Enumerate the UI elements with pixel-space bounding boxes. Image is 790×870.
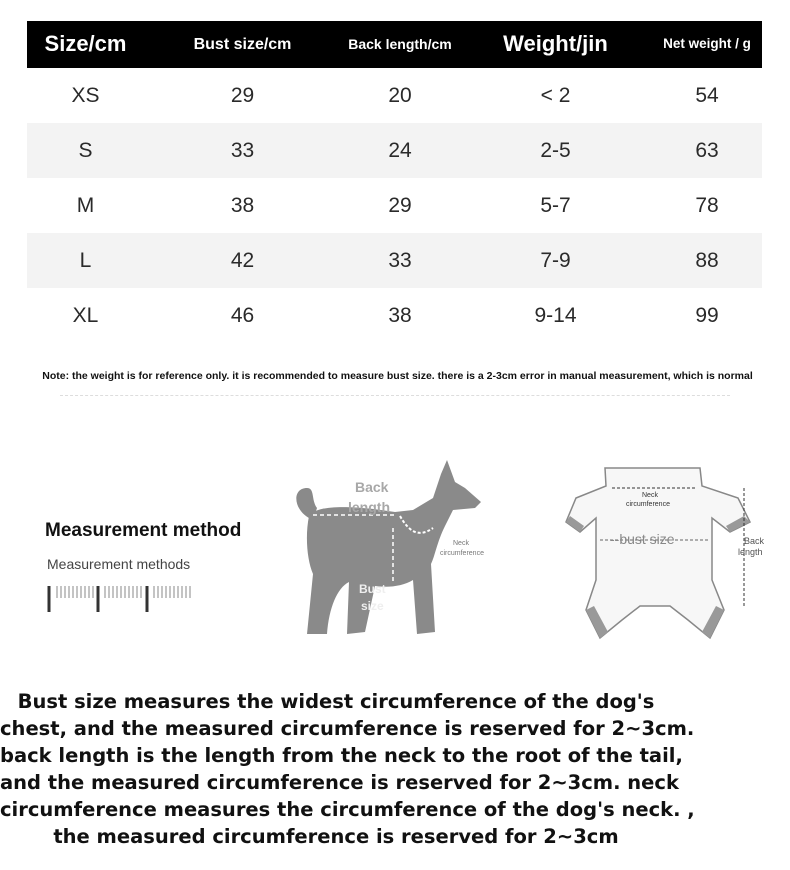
measurement-subtitle: Measurement methods — [47, 556, 191, 572]
cell-back: 20 — [388, 83, 412, 107]
dog-diagram — [285, 452, 500, 642]
cell-net: 54 — [695, 83, 719, 107]
dog-label-back-line1: Back — [355, 479, 389, 495]
description-line: the measured circumference is reserved for 2~3cm — [53, 825, 619, 848]
shirt-label-back-line2: length — [738, 547, 763, 557]
cell-bust: 46 — [230, 303, 255, 327]
header-bust: Bust size/cm — [193, 35, 292, 53]
cell-size: L — [79, 248, 92, 272]
dog-label-bust-line2: size — [361, 599, 384, 613]
table-row — [27, 233, 762, 288]
table-row — [27, 68, 762, 123]
dog-label-back-line2: length — [348, 499, 390, 515]
shirt-label-back-line1: Back — [744, 536, 765, 546]
cell-size: S — [78, 138, 93, 162]
divider — [60, 395, 730, 398]
header-net-weight — [652, 21, 762, 68]
cell-back: 24 — [388, 138, 412, 162]
table-row — [27, 288, 762, 343]
header-size: Size/cm — [44, 31, 127, 57]
header-net-weight-label: Net weight / g — [663, 36, 751, 52]
ruler-icon — [45, 582, 195, 614]
cell-bust: 38 — [230, 193, 255, 217]
dog-body — [307, 460, 481, 634]
cell-net: 63 — [695, 138, 719, 162]
cell-net: 78 — [695, 193, 719, 217]
cell-size: XL — [72, 303, 99, 327]
dog-label-neck-line2: circumference — [440, 550, 484, 557]
dog-label-neck-line1: Neck — [453, 540, 469, 547]
table-header — [27, 21, 762, 68]
cell-size: M — [76, 193, 95, 217]
shirt-diagram — [560, 460, 775, 645]
description — [0, 688, 695, 850]
cell-bust: 33 — [230, 138, 255, 162]
cell-net: 99 — [695, 303, 719, 327]
description-line: and the measured circumference is reserved for 2~3cm. neck — [0, 771, 679, 794]
cell-weight: 9-14 — [534, 303, 577, 327]
description-line: chest, and the measured circumference is reserved for 2~3cm. — [0, 717, 695, 740]
cell-bust: 42 — [230, 248, 255, 272]
header-weight: Weight/jin — [503, 31, 608, 57]
measurement-title: Measurement method — [45, 520, 242, 541]
cell-bust: 29 — [230, 83, 255, 107]
header-back: Back length/cm — [348, 35, 452, 52]
description-line: Bust size measures the widest circumference of the dog's — [17, 690, 655, 713]
cell-size: XS — [71, 83, 100, 107]
cell-net: 88 — [695, 248, 719, 272]
cell-weight: < 2 — [540, 83, 571, 107]
note-text: Note: the weight is for reference only. it is recommended to measure bust size. there is a 2-3cm error in manual measurement, which is normal — [42, 370, 753, 382]
cell-weight: 2-5 — [540, 138, 571, 162]
size-table — [27, 21, 762, 343]
description-line: circumference measures the circumference of the dog's neck. , — [0, 798, 695, 821]
cell-weight: 5-7 — [540, 193, 571, 217]
table-row — [27, 123, 762, 178]
table-row — [27, 178, 762, 233]
shirt-label-bust: --bust size — [610, 531, 675, 547]
cell-weight: 7-9 — [540, 248, 571, 272]
cell-back: 38 — [388, 303, 412, 327]
cell-back: 33 — [388, 248, 412, 272]
description-line: back length is the length from the neck to the root of the tail, — [0, 744, 683, 767]
shirt-label-neck-line1: Neck — [642, 492, 658, 499]
cell-back: 29 — [388, 193, 412, 217]
dog-label-bust-line1: Bust — [359, 582, 386, 596]
shirt-label-neck-line2: circumference — [626, 501, 670, 508]
